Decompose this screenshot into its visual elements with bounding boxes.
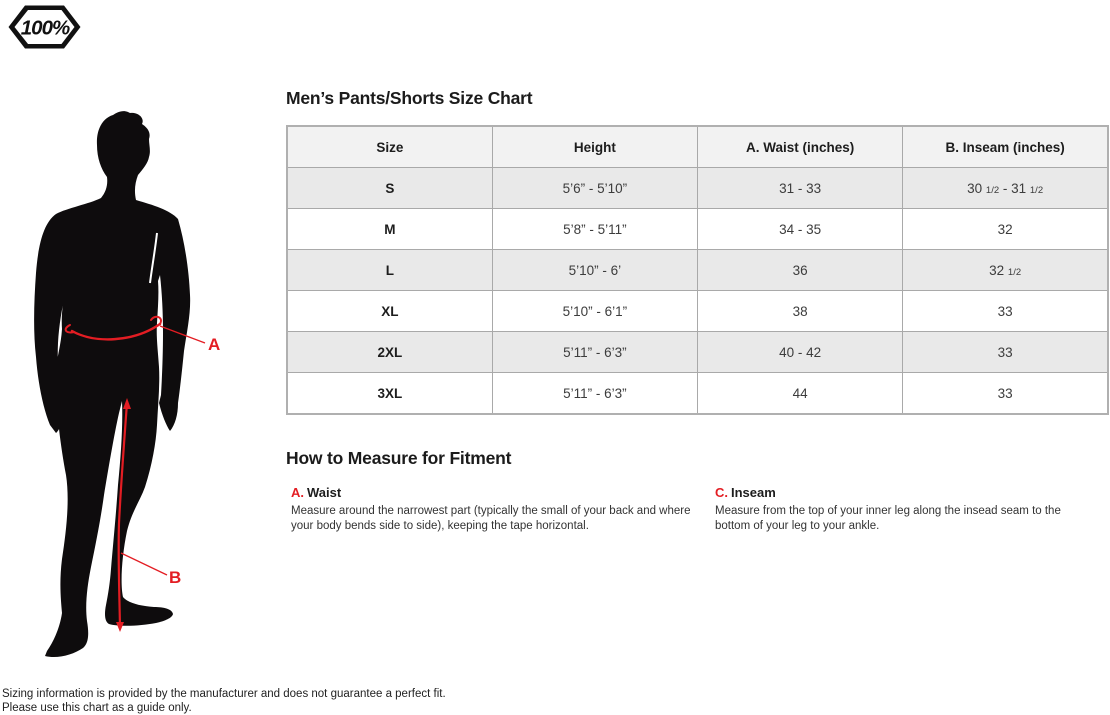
size-cell: 3XL bbox=[287, 373, 492, 415]
measure-label bbox=[291, 485, 695, 500]
size-cell: L bbox=[287, 250, 492, 291]
table-row bbox=[287, 332, 1108, 373]
inseam-cell: 33 bbox=[903, 291, 1108, 332]
measure-description-waist: Measure around the narrowest part (typically the small of your back and where your body bends side to side), keeping the tape horizontal. bbox=[291, 505, 691, 532]
disclaimer-line-1: Sizing information is provided by the manufacturer and does not guarantee a perfect fit. bbox=[2, 688, 446, 700]
table-row bbox=[287, 209, 1108, 250]
table-header-row bbox=[287, 126, 1108, 168]
brand-logo-text: 100% bbox=[20, 16, 70, 40]
height-cell: 5’11” - 6’3” bbox=[492, 332, 697, 373]
measure-label bbox=[715, 485, 1093, 500]
measure-key-a: A. bbox=[291, 485, 304, 500]
waist-cell: 36 bbox=[698, 250, 903, 291]
size-cell: M bbox=[287, 209, 492, 250]
height-cell: 5’8” - 5’11” bbox=[492, 209, 697, 250]
inseam-callout-line bbox=[121, 553, 167, 575]
size-chart-table bbox=[286, 125, 1109, 415]
inseam-arrow-bottom bbox=[116, 622, 124, 632]
size-cell: 2XL bbox=[287, 332, 492, 373]
inseam-label-b: B bbox=[169, 568, 182, 587]
size-cell: S bbox=[287, 168, 492, 209]
size-cell: XL bbox=[287, 291, 492, 332]
inseam-cell: 32 1/2 bbox=[903, 250, 1108, 291]
column-header-height: Height bbox=[492, 126, 697, 168]
column-header-waist: A. Waist (inches) bbox=[698, 126, 903, 168]
measure-name-inseam: Inseam bbox=[731, 485, 776, 500]
height-cell: 5’6” - 5’10” bbox=[492, 168, 697, 209]
inseam-cell: 32 bbox=[903, 209, 1108, 250]
measure-section-title: How to Measure for Fitment bbox=[286, 448, 512, 468]
inseam-cell: 33 bbox=[903, 332, 1108, 373]
measure-name-waist: Waist bbox=[307, 485, 342, 500]
brand-logo-icon bbox=[8, 5, 81, 49]
waist-cell: 31 - 33 bbox=[698, 168, 903, 209]
sizing-disclaimer bbox=[2, 687, 446, 715]
height-cell: 5’11” - 6’3” bbox=[492, 373, 697, 415]
measure-item-waist bbox=[291, 485, 695, 534]
waist-cell: 44 bbox=[698, 373, 903, 415]
table-row bbox=[287, 291, 1108, 332]
height-cell: 5’10” - 6’ bbox=[492, 250, 697, 291]
male-silhouette-icon bbox=[10, 103, 260, 663]
waist-cell: 38 bbox=[698, 291, 903, 332]
page-title: Men’s Pants/Shorts Size Chart bbox=[286, 88, 533, 108]
waist-label-a: A bbox=[208, 335, 221, 354]
height-cell: 5’10” - 6’1” bbox=[492, 291, 697, 332]
table-row bbox=[287, 168, 1108, 209]
brand-logo bbox=[8, 5, 81, 49]
column-header-size: Size bbox=[287, 126, 492, 168]
waist-cell: 40 - 42 bbox=[698, 332, 903, 373]
measurement-figure bbox=[10, 103, 260, 663]
inseam-cell: 33 bbox=[903, 373, 1108, 415]
inseam-cell: 30 1/2 - 31 1/2 bbox=[903, 168, 1108, 209]
measure-item-inseam bbox=[715, 485, 1093, 534]
measure-key-c: C. bbox=[715, 485, 728, 500]
disclaimer-line-2: Please use this chart as a guide only. bbox=[2, 702, 192, 714]
measure-description-inseam: Measure from the top of your inner leg along the insead seam to the bottom of your leg to your ankle. bbox=[715, 505, 1061, 532]
column-header-inseam: B. Inseam (inches) bbox=[903, 126, 1108, 168]
waist-cell: 34 - 35 bbox=[698, 209, 903, 250]
table-row bbox=[287, 373, 1108, 415]
table-row bbox=[287, 250, 1108, 291]
measure-columns bbox=[286, 485, 1109, 534]
main-content bbox=[286, 88, 1109, 534]
